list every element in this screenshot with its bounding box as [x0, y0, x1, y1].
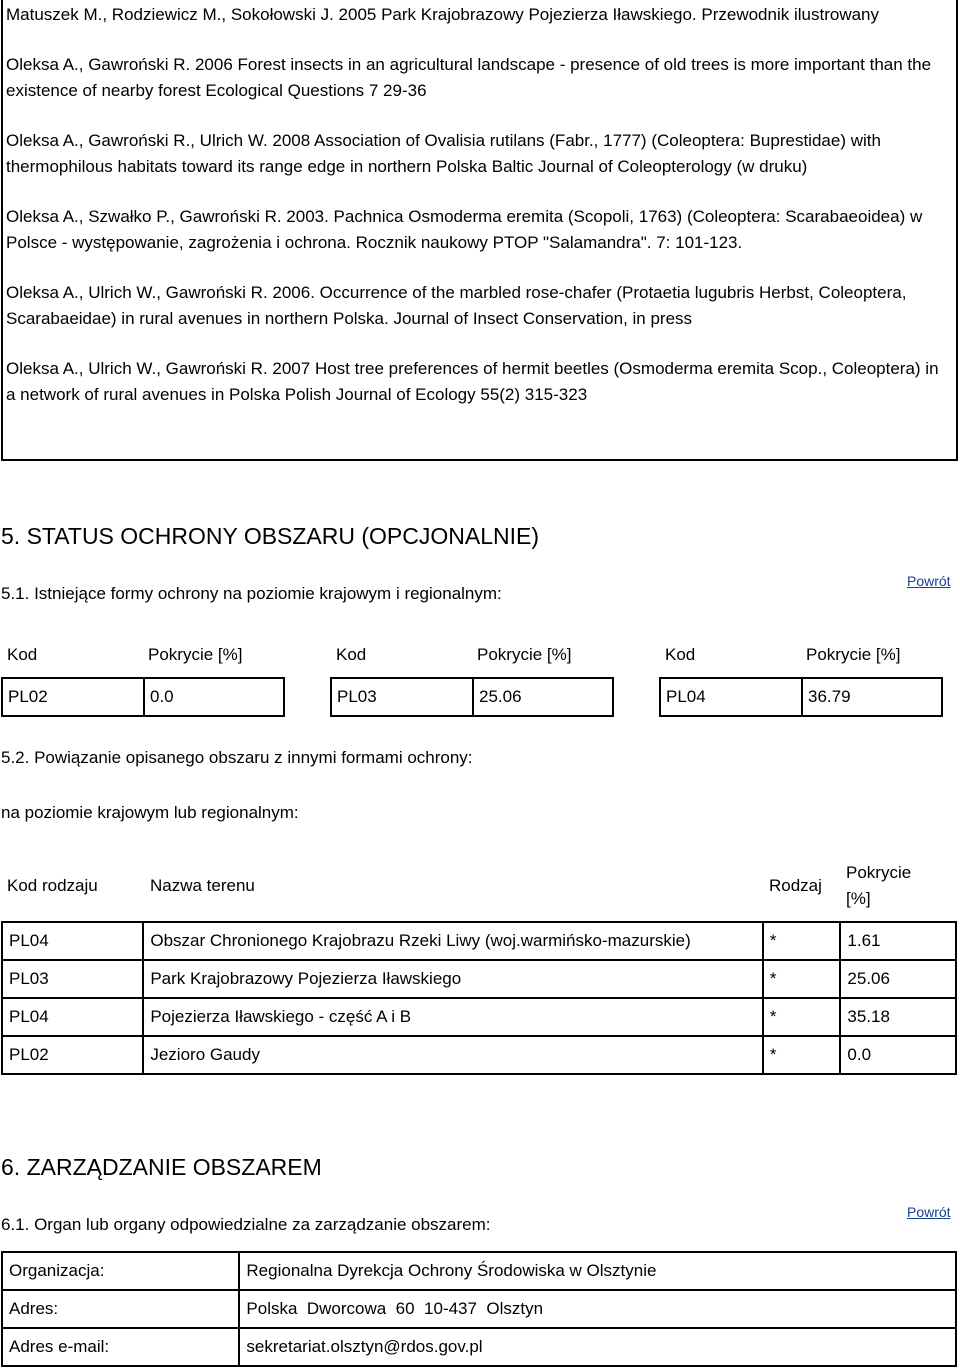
table-row	[2, 1290, 956, 1328]
section-5-title: 5. STATUS OCHRONY OBSZARU (OPCJONALNIE)	[1, 523, 540, 549]
form-pokrycie: 25.06	[472, 679, 612, 715]
form-kod: PL02	[8, 687, 48, 706]
back-link[interactable]: Powrót	[907, 573, 951, 589]
header-pokrycie: Pokrycie [%]	[148, 645, 243, 664]
reference-item: Oleksa A., Ulrich W., Gawroński R. 2007 Host tree preferences of hermit beetles (Osmoderma eremita Scop., Coleoptera) in a network of rural avenues in Polska Polish Journal of Ecology 55(2) 315-323	[6, 359, 939, 404]
management-label: Adres:	[2, 1290, 239, 1328]
management-table	[1, 1251, 957, 1367]
subsection-6-1-title: 6.1. Organ lub organy odpowiedzialne za zarządzanie obszarem:	[1, 1215, 491, 1234]
protection-form-row	[659, 677, 943, 717]
relation-pokrycie: 0.0	[840, 1036, 956, 1074]
subsection-5-2-level: na poziomie krajowym lub regionalnym:	[1, 803, 299, 822]
relation-nazwa: Park Krajobrazowy Pojezierza Iławskiego	[143, 960, 763, 998]
management-label: Organizacja:	[2, 1252, 239, 1290]
relation-kod: PL04	[2, 998, 143, 1036]
relation-nazwa: Pojezierza Iławskiego - część A i B	[143, 998, 763, 1036]
header-nazwa-terenu: Nazwa terenu	[150, 876, 255, 895]
header-kod: Kod	[7, 645, 38, 664]
table-row	[2, 922, 956, 960]
table-row	[2, 1252, 956, 1290]
reference-item: Oleksa A., Gawroński R. 2006 Forest insects in an agricultural landscape - presence of old trees is more important than the existence of nearby forest Ecological Questions 7 29-36	[6, 55, 932, 100]
back-link[interactable]: Powrót	[907, 1204, 951, 1220]
relation-pokrycie: 25.06	[840, 960, 956, 998]
relation-kod: PL02	[2, 1036, 143, 1074]
relation-pokrycie: 1.61	[840, 922, 956, 960]
header-pokrycie: Pokrycie [%]	[806, 645, 901, 664]
reference-item: Oleksa A., Szwałko P., Gawroński R. 2003. Pachnica Osmoderma eremita (Scopoli, 1763) (Coleoptera: Scarabaeoidea) w Polsce - występowanie, zagrożenia i ochrona. Rocznik naukowy PTOP "Salamandra". 7: 101-123.	[6, 207, 923, 252]
table-row	[2, 1036, 956, 1074]
form-kod: PL03	[337, 687, 377, 706]
header-pokrycie: Pokrycie [%]	[477, 645, 572, 664]
header-kod-rodzaju: Kod rodzaju	[7, 876, 98, 895]
references-box	[1, 0, 958, 461]
subsection-5-2-title: 5.2. Powiązanie opisanego obszaru z innymi formami ochrony:	[1, 748, 473, 767]
reference-item: Oleksa A., Gawroński R., Ulrich W. 2008 Association of Ovalisia rutilans (Fabr., 1777) (Coleoptera: Buprestidae) with thermophilous habitats toward its range edge in northern Polska Baltic Journal of Coleopterology (w druku)	[6, 131, 881, 176]
protection-form-row	[330, 677, 614, 717]
relation-rodzaj: *	[763, 922, 841, 960]
relation-kod: PL03	[2, 960, 143, 998]
header-kod: Kod	[665, 645, 696, 664]
management-value: sekretariat.olsztyn@rdos.gov.pl	[239, 1328, 956, 1366]
table-row	[2, 998, 956, 1036]
relation-rodzaj: *	[763, 1036, 841, 1074]
relation-rodzaj: *	[763, 998, 841, 1036]
relation-rodzaj: *	[763, 960, 841, 998]
reference-item: Matuszek M., Rodziewicz M., Sokołowski J. 2005 Park Krajobrazowy Pojezierza Iławskiego. Przewodnik ilustrowany	[6, 5, 880, 24]
relations-table	[1, 921, 957, 1075]
table-row	[2, 960, 956, 998]
header-rodzaj: Rodzaj	[769, 876, 822, 895]
form-kod: PL04	[666, 687, 706, 706]
form-pokrycie: 36.79	[801, 679, 941, 715]
header-kod: Kod	[336, 645, 367, 664]
header-pokrycie: Pokrycie [%]	[846, 863, 912, 908]
relation-nazwa: Jezioro Gaudy	[143, 1036, 763, 1074]
management-value: Regionalna Dyrekcja Ochrony Środowiska w Olsztynie	[239, 1252, 956, 1290]
relation-nazwa: Obszar Chronionego Krajobrazu Rzeki Liwy (woj.warmińsko-mazurskie)	[143, 922, 763, 960]
reference-item: Oleksa A., Ulrich W., Gawroński R. 2006. Occurrence of the marbled rose-chafer (Protaetia lugubris Herbst, Coleoptera, Scarabaeidae) in rural avenues in northern Polska. Journal of Insect Conservation, in press	[6, 283, 907, 328]
management-value: Polska Dworcowa 60 10-437 Olsztyn	[239, 1290, 956, 1328]
table-row	[2, 1328, 956, 1366]
management-label: Adres e-mail:	[2, 1328, 239, 1366]
subsection-5-1-title: 5.1. Istniejące formy ochrony na poziomie krajowym i regionalnym:	[1, 584, 502, 603]
relation-kod: PL04	[2, 922, 143, 960]
relation-pokrycie: 35.18	[840, 998, 956, 1036]
protection-form-row	[1, 677, 285, 717]
form-pokrycie: 0.0	[143, 679, 283, 715]
section-6-title: 6. ZARZĄDZANIE OBSZAREM	[1, 1154, 322, 1180]
